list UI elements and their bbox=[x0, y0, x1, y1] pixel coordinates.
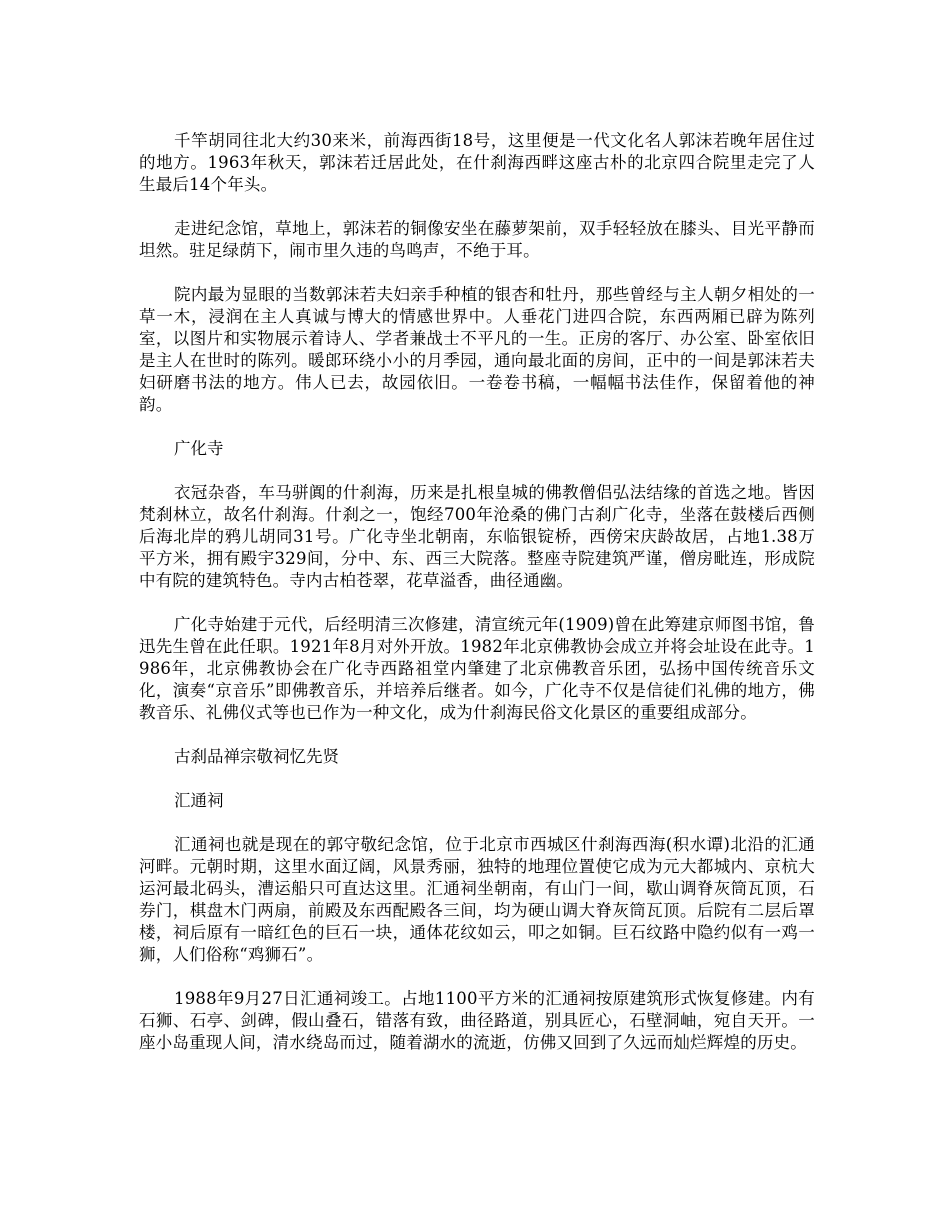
paragraph-huitong-restoration: 1988年9月27日汇通祠竣工。占地1100平方米的汇通祠按原建筑形式恢复修建。内有石狮、石亭、剑碑，假山叠石，错落有致，曲径路道，别具匠心，石壁洞岫，宛自天开。一座小岛重现人间，清水绕岛而过，随着湖水的流逝，仿佛又回到了久远而灿烂辉煌的历史。 bbox=[139, 989, 815, 1052]
section-heading-guanghua-temple: 广化寺 bbox=[174, 439, 224, 458]
paragraph-guanghua-history: 广化寺始建于元代，后经明清三次修建，清宣统元年(1909)曾在此筹建京师图书馆，鲁迅先生曾在此任职。1921年8月对外开放。1982年北京佛教协会成立并将会址设在此寺。1986年，北京佛教协会在广化寺西路祖堂内肇建了北京佛教音乐团，弘扬中国传统音乐文化，演奏“京音乐”即佛教音乐，并培养后继者。如今，广化寺不仅是信徒们礼佛的地方，佛教音乐、礼佛仪式等也已作为一种文化，成为什刹海民俗文化景区的重要组成部分。 bbox=[139, 615, 815, 722]
paragraph-guanghua-location: 衣冠杂沓，车马骈阗的什刹海，历来是扎根皇城的佛教僧侣弘法结缘的首选之地。皆因梵刹林立，故名什刹海。什刹之一，饱经700年沧桑的佛门古刹广化寺，坐落在鼓楼后西侧后海北岸的鸦儿胡同31号。广化寺坐北朝南，东临银锭桥，西傍宋庆龄故居，占地1.38万平方米，拥有殿宇329间，分中、东、西三大院落。整座寺院建筑严谨，僧房毗连，形成院中有院的建筑特色。寺内古柏苍翠，花草溢香，曲径通幽。 bbox=[139, 483, 815, 590]
document-page bbox=[139, 130, 815, 1076]
paragraph-guo-moruo-residence: 千竿胡同往北大约30来米，前海西街18号，这里便是一代文化名人郭沫若晚年居住过的地方。1963年秋天，郭沫若迁居此处，在什刹海西畔这座古朴的北京四合院里走完了人生最后14个年头。 bbox=[139, 131, 815, 194]
section-heading-huitong-shrine: 汇通祠 bbox=[174, 791, 224, 810]
section-heading-ancient-temples: 古刹品禅宗敬祠忆先贤 bbox=[174, 747, 339, 766]
paragraph-courtyard: 院内最为显眼的当数郭沫若夫妇亲手种植的银杏和牡丹，那些曾经与主人朝夕相处的一草一木，浸润在主人真诚与博大的情感世界中。人垂花门进四合院，东西两厢已辟为陈列室，以图片和实物展示着诗人、学者兼战士不平凡的一生。正房的客厅、办公室、卧室依旧是主人在世时的陈列。暖郎环绕小小的月季园，通向最北面的房间，正中的一间是郭沫若夫妇研磨书法的地方。伟人已去，故园依旧。一卷卷书稿，一幅幅书法佳作，保留着他的神韵。 bbox=[139, 285, 815, 414]
paragraph-huitong-description: 汇通祠也就是现在的郭守敬纪念馆，位于北京市西城区什刹海西海(积水谭)北沿的汇通河畔。元朝时期，这里水面辽阔，风景秀丽，独特的地理位置使它成为元大都城内、京杭大运河最北码头，漕运船只可直达这里。汇通祠坐朝南，有山门一间，歇山调脊灰筒瓦顶，石券门，棋盘木门两扇，前殿及东西配殿各三间，均为硬山调大脊灰筒瓦顶。后院有二层后罩楼，祠后原有一暗红色的巨石一块，通体花纹如云，叩之如铜。巨石纹路中隐约似有一鸡一狮，人们俗称“鸡狮石”。 bbox=[139, 835, 815, 964]
paragraph-memorial-hall: 走进纪念馆，草地上，郭沫若的铜像安坐在藤萝架前，双手轻轻放在膝头、目光平静而坦然。驻足绿荫下，闹市里久违的鸟鸣声，不绝于耳。 bbox=[139, 219, 815, 260]
